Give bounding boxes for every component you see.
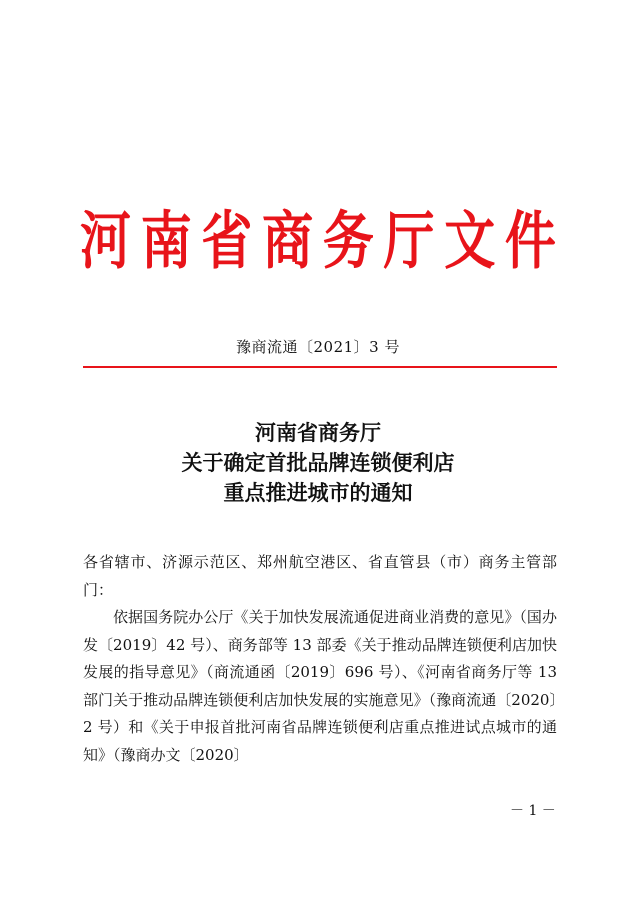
header-char: 务 bbox=[322, 204, 374, 278]
page-number: － 1 － bbox=[510, 803, 556, 819]
addressee-paragraph: 各省辖市、济源示范区、郑州航空港区、省直管县（市）商务主管部门： bbox=[83, 553, 557, 599]
subject-line-1: 河南省商务厅 bbox=[255, 421, 381, 445]
document-subject bbox=[0, 418, 636, 508]
header-char: 商 bbox=[262, 204, 314, 278]
header-char: 件 bbox=[504, 204, 556, 278]
header-char: 河 bbox=[80, 204, 132, 278]
document-body bbox=[83, 549, 557, 769]
header-char: 文 bbox=[444, 204, 496, 278]
header-char: 南 bbox=[140, 204, 192, 278]
subject-line-3: 重点推进城市的通知 bbox=[223, 481, 413, 505]
document-number: 豫商流通〔2021〕3 号 bbox=[236, 338, 400, 356]
body-paragraph-1: 依据国务院办公厅《关于加快发展流通促进商业消费的意见》（国办发〔2019〕42 号）、商务部等 13 部委《关于推动品牌连锁便利店加快发展的指导意见》（商流通函〔2019〕696 号）、《河南省商务厅等 13 部门关于推动品牌连锁便利店加快发展的实施意见》（豫商流通〔2020〕2 号）和《关于申报首批河南省品牌连锁便利店重点推进试点城市的通知》（豫商办文〔2020〕 bbox=[83, 608, 557, 764]
header-char: 厅 bbox=[383, 204, 435, 278]
header-char: 省 bbox=[201, 204, 253, 278]
red-divider-line bbox=[83, 366, 557, 368]
subject-line-2: 关于确定首批品牌连锁便利店 bbox=[181, 451, 455, 475]
document-header-title bbox=[80, 204, 556, 280]
